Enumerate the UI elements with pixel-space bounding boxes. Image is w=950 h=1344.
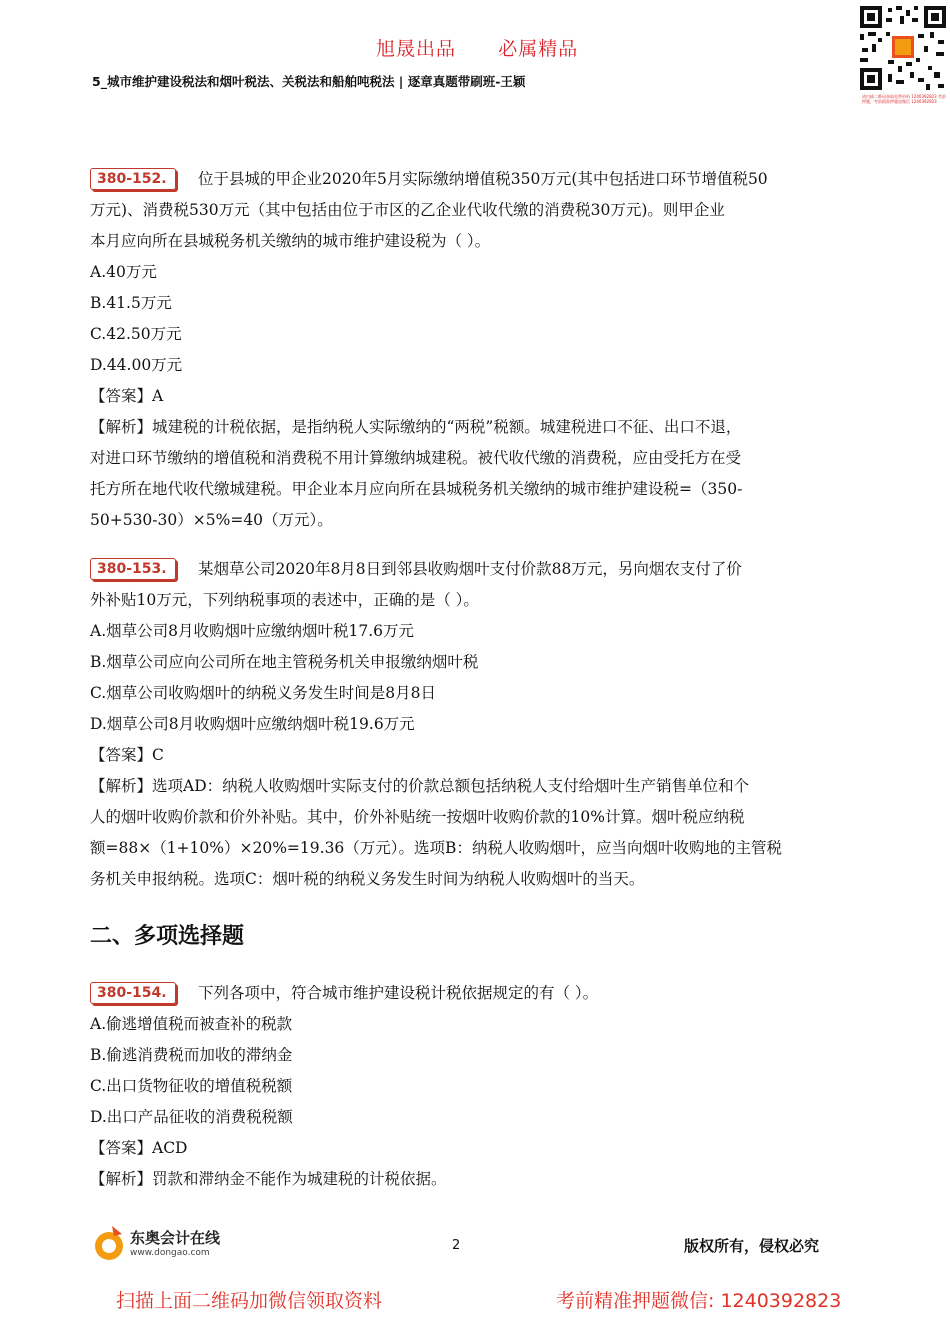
dongao-logo xyxy=(92,1224,232,1266)
option-d: D.出口产品征收的消费税税额 xyxy=(90,1108,293,1126)
analysis-line: 务机关申报纳税。选项C：烟叶税的纳税义务发生时间为纳税人收购烟叶的当天。 xyxy=(90,870,645,888)
option-d: D.44.00万元 xyxy=(90,356,183,374)
section-title: 二、多项选择题 xyxy=(90,924,245,949)
question-block xyxy=(90,164,862,536)
qr-code-icon xyxy=(858,4,948,92)
analysis-line: 托方所在地代收代缴城建税。甲企业本月应向所在县城税务机关缴纳的城市维护建设税=（350- xyxy=(90,480,743,498)
question-stem-line xyxy=(90,164,862,195)
page-number: 2 xyxy=(452,1238,461,1253)
analysis-line: 人的烟叶收购价款和价外补贴。其中，价外补贴统一按烟叶收购价款的10%计算。烟叶税应纳税 xyxy=(90,808,745,826)
option-b: B.烟草公司应向公司所在地主管税务机关申报缴纳烟叶税 xyxy=(90,653,479,671)
option-b: B.41.5万元 xyxy=(90,294,172,312)
question-text: 万元)、消费税530万元（其中包括由位于市区的乙企业代收代缴的消费税30万元)。则甲企业 xyxy=(90,201,725,219)
question-stem-line xyxy=(90,554,862,585)
option-a: A.40万元 xyxy=(90,263,157,281)
analysis-line: 【解析】选项AD：纳税人收购烟叶实际支付的价款总额包括纳税人支付给烟叶生产销售单位和个 xyxy=(90,777,750,795)
question-text: 位于县城的甲企业2020年5月实际缴纳增值税350万元(其中包括进口环节增值税50 xyxy=(198,170,768,188)
promo-right: 考前精准押题微信: 1240392823 xyxy=(556,1290,842,1312)
logo-name: 东奥会计在线 xyxy=(130,1229,221,1247)
question-text: 下列各项中，符合城市维护建设税计税依据规定的有（ ）。 xyxy=(198,984,599,1002)
analysis-line: 额=88×（1+10%）×20%=19.36（万元）。选项B：纳税人收购烟叶，应当向烟叶收购地的主管税 xyxy=(90,839,782,857)
analysis-line: 【解析】城建税的计税依据，是指纳税人实际缴纳的“两税”税额。城建税进口不征、出口不退， xyxy=(90,418,742,436)
question-text: 外补贴10万元，下列纳税事项的表述中，正确的是（ ）。 xyxy=(90,591,479,609)
question-text: 本月应向所在县城税务机关缴纳的城市维护建设税为（ ）。 xyxy=(90,232,491,250)
promo-left: 扫描上面二维码加微信领取资料 xyxy=(116,1290,383,1312)
question-number: 380-152. xyxy=(90,168,176,190)
option-b: B.偷逃消费税而加收的滞纳金 xyxy=(90,1046,293,1064)
qr-caption: 请扫描二维码获取免费资料 1240392823 考前押题，考前精准押题加微信 1240392823 xyxy=(862,94,946,104)
question-block xyxy=(90,978,862,1195)
answer: 【答案】C xyxy=(90,746,164,764)
document-content xyxy=(90,164,862,1195)
question-stem-line xyxy=(90,978,862,1009)
question-number: 380-154. xyxy=(90,982,176,1004)
question-block xyxy=(90,554,862,895)
option-d: D.烟草公司8月收购烟叶应缴纳烟叶税19.6万元 xyxy=(90,715,415,733)
answer: 【答案】A xyxy=(90,387,164,405)
chapter-title: 5_城市维护建设税法和烟叶税法、关税法和船舶吨税法 | 逐章真题带刷班-王颖 xyxy=(92,74,526,89)
option-c: C.烟草公司收购烟叶的纳税义务发生时间是8月8日 xyxy=(90,684,436,702)
option-a: A.烟草公司8月收购烟叶应缴纳烟叶税17.6万元 xyxy=(90,622,414,640)
option-c: C.出口货物征收的增值税税额 xyxy=(90,1077,293,1095)
spacer xyxy=(90,536,862,554)
copyright-notice: 版权所有，侵权必究 xyxy=(684,1237,820,1255)
analysis-line: 对进口环节缴纳的增值税和消费税不用计算缴纳城建税。被代收代缴的消费税，应由受托方在受 xyxy=(90,449,742,467)
question-text: 某烟草公司2020年8月8日到邻县收购烟叶支付价款88万元，另向烟农支付了价 xyxy=(198,560,742,578)
answer: 【答案】ACD xyxy=(90,1139,188,1157)
question-number: 380-153. xyxy=(90,558,176,580)
brand-slogan: 旭晟出品 必属精品 xyxy=(376,38,579,60)
logo-mark-icon xyxy=(92,1224,128,1264)
option-c: C.42.50万元 xyxy=(90,325,182,343)
analysis-line: 【解析】罚款和滞纳金不能作为城建税的计税依据。 xyxy=(90,1170,447,1188)
option-a: A.偷逃增值税而被查补的税款 xyxy=(90,1015,293,1033)
logo-url: www.dongao.com xyxy=(130,1248,210,1258)
analysis-line: 50+530-30）×5%=40（万元）。 xyxy=(90,511,333,529)
